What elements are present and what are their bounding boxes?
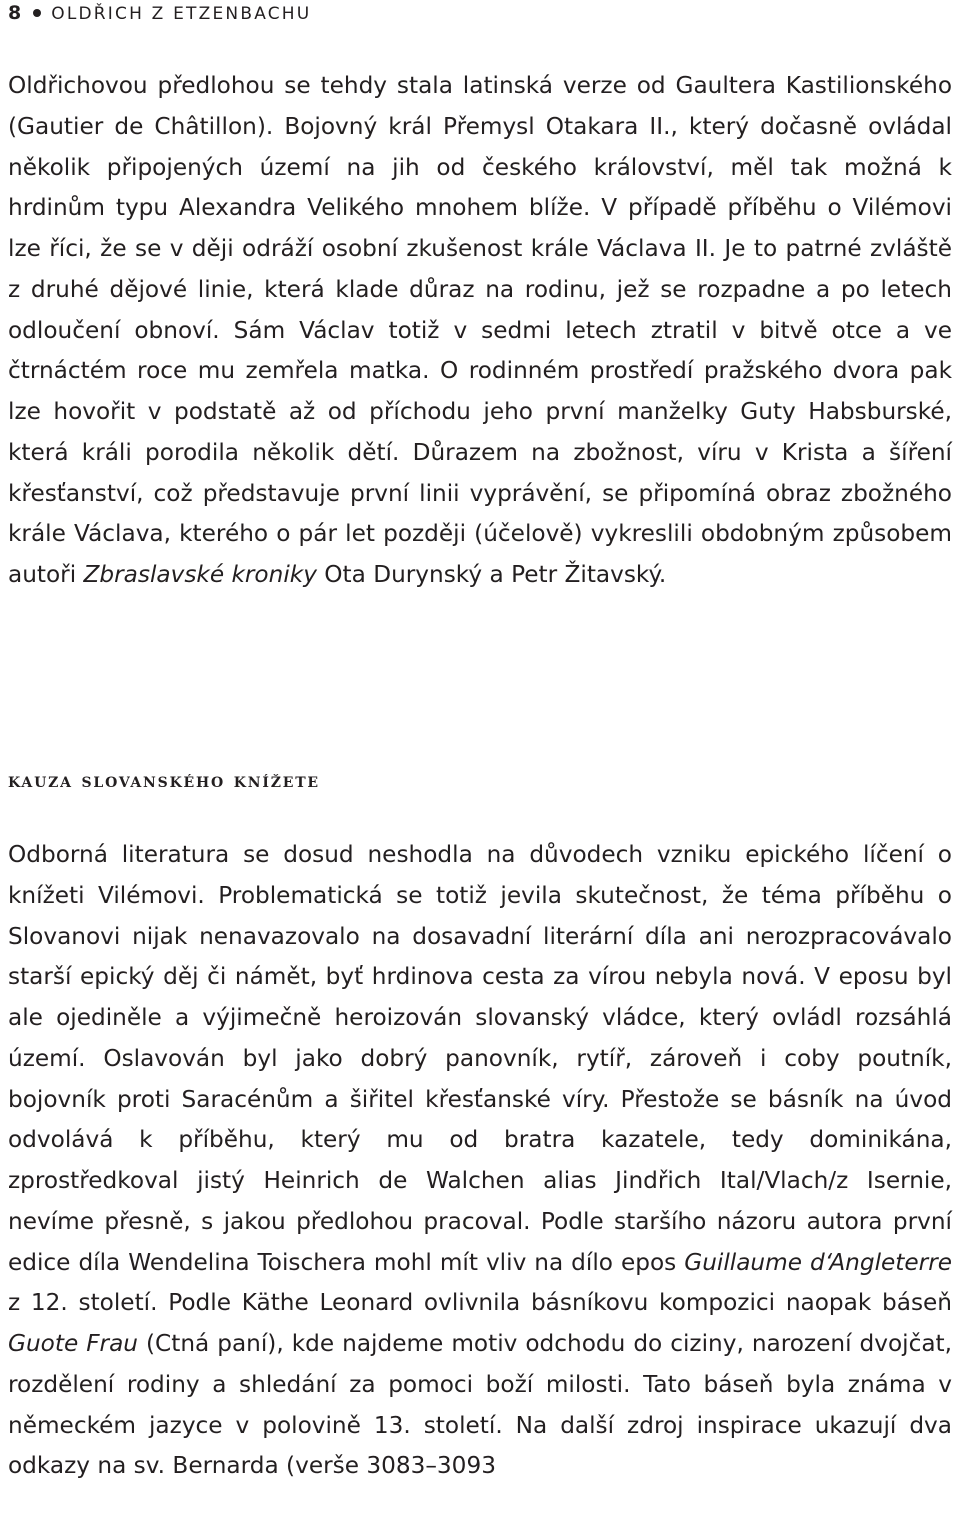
paragraph-text: Odborná literatura se dosud neshodla na důvodech vzniku epického líčení o knížeti Vilémovi. Problematická se totiž jevila skutečnost, že téma příběhu o Slovanovi nijak nenavazovalo na dosavadní literární díla ani nerozpracovávalo starší epický děj či námět, byť hrdinova cesta za vírou nebyla nová. V eposu byl ale ojediněle a výjimečně heroizován slovanský vládce, který ovládl rozsáhlá území. Oslavován byl jako dobrý panovník, rytíř, zároveň i coby poutník, bojovník proti Saracénům a šiřitel křesťanské víry. Přestože se básník na úvod odvolává k příběhu, který mu od bratra kazatele, tedy dominikána, zprostředkoval jistý Heinrich de Walchen alias Jindřich Ital/Vlach/z Isernie, nevíme přesně, s jakou předlohou pracoval. Podle staršího názoru autora první edice díla Wendelina Toischera mohl mít vliv na dílo epos — [8, 841, 952, 1276]
paragraph-intro — [8, 66, 952, 596]
running-head — [8, 0, 311, 26]
running-head-title: OLDŘICH Z ETZENBACHU — [51, 4, 312, 24]
italic-title: Guote Frau — [8, 1330, 138, 1357]
page-number: 8 — [8, 2, 22, 24]
italic-title: Guillaume d‘Angleterre — [684, 1248, 952, 1276]
section-heading: kauza slovanského knížete — [8, 768, 320, 792]
bullet-separator — [33, 9, 41, 17]
paragraph-text: Ota Durynský a Petr Žitavský. — [316, 561, 667, 588]
paragraph-text: (Ctná paní), kde najdeme motiv odchodu do ciziny, narození dvojčat, rozdělení rodiny a shledání za pomoci boží milosti. Tato báseň byla známa v německém jazyce v polovině 13. století. Na další zdroj inspirace ukazují dva odkazy na sv. Bernarda (verše 3083–3093 — [8, 1330, 952, 1480]
italic-title: Zbraslavské kroniky — [83, 561, 317, 588]
paragraph-text: Oldřichovou předlohou se tehdy stala latinská verze od Gaultera Kastilionského (Gautier de Châtillon). Bojovný král Přemysl Otakara II., který dočasně ovládal několik připojených území na jih od českého království, měl tak možná k hrdinům typu Alexandra Velikého mnohem blíže. V případě příběhu o Vilémovi lze říci, že se v ději odráží osobní zkušenost krále Václava II. Je to patrné zvláště z druhé dějové linie, která klade důraz na rodinu, jež se rozpadne a po letech odloučení obnoví. Sám Václav totiž v sedmi letech ztratil v bitvě otce a ve čtrnáctém roce mu zemřela matka. O rodinném prostředí pražského dvora pak lze hovořit v podstatě až od příchodu jeho první manželky Guty Habsburské, která králi porodila několik dětí. Důrazem na zbožnost, víru v Krista a šíření křesťanství, což představuje první linii vyprávění, se připomíná obraz zbožného krále Václava, kterého o pár let později (účelově) vykreslili obdobným způsobem autoři — [8, 72, 952, 588]
paragraph-text: z 12. století. Podle Käthe Leonard ovlivnila básníkovu kompozici naopak báseň — [8, 1289, 952, 1317]
paragraph-section — [8, 835, 952, 1487]
